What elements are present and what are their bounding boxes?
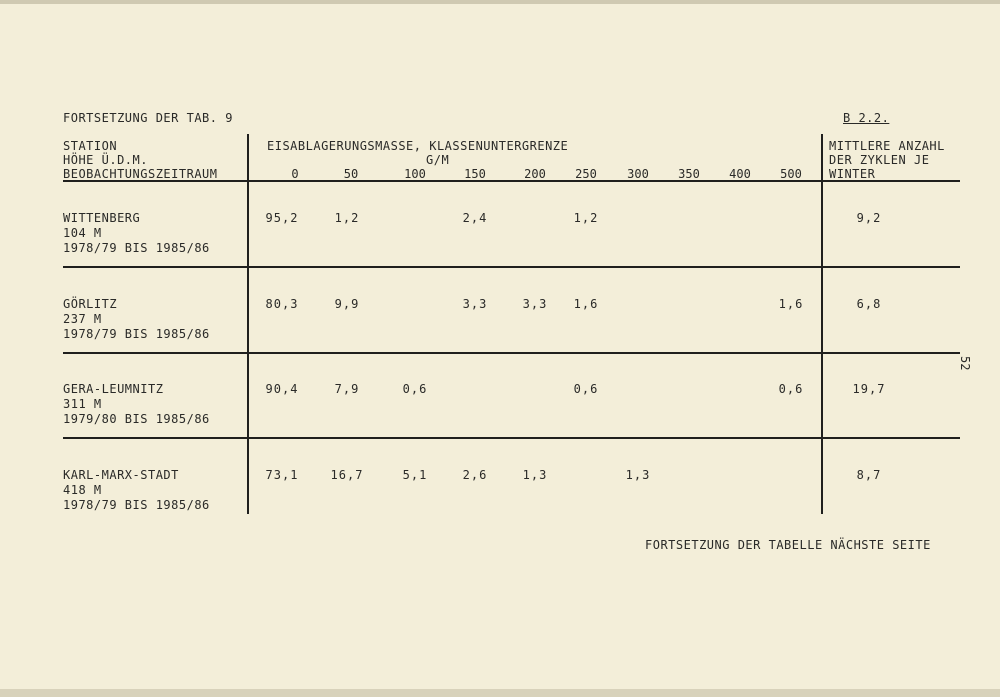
table-continuation-title: FORTSETZUNG DER TAB. 9: [63, 111, 233, 125]
cycles-cell: 6,8: [856, 297, 882, 311]
row-separator: [63, 437, 960, 439]
value-cell: 0,6: [402, 382, 428, 396]
value-cell: 16,7: [330, 468, 364, 482]
class-header: 250: [575, 167, 597, 181]
header-period: BEOBACHTUNGSZEITRAUM: [63, 167, 218, 181]
value-cell: 73,1: [265, 468, 299, 482]
value-cell: 1,2: [334, 211, 360, 225]
class-header: 0: [291, 167, 299, 181]
column-divider-cycles: [821, 134, 823, 514]
station-height: 418 M: [63, 483, 102, 497]
station-height: 104 M: [63, 226, 102, 240]
value-cell: 1,3: [522, 468, 548, 482]
value-cell: 1,2: [573, 211, 599, 225]
continuation-note: FORTSETZUNG DER TABELLE NÄCHSTE SEITE: [645, 538, 931, 552]
value-cell: 80,3: [265, 297, 299, 311]
class-header: 500: [780, 167, 802, 181]
station-period: 1978/79 BIS 1985/86: [63, 241, 210, 255]
value-cell: 1,6: [778, 297, 804, 311]
scan-edge-top: [0, 0, 1000, 4]
class-header: 200: [524, 167, 546, 181]
station-name: WITTENBERG: [63, 211, 141, 225]
value-cell: 9,9: [334, 297, 360, 311]
header-cycles-line3: WINTER: [829, 167, 876, 181]
class-header: 300: [627, 167, 649, 181]
value-cell: 2,4: [462, 211, 488, 225]
value-cell: 0,6: [778, 382, 804, 396]
value-cell: 2,6: [462, 468, 488, 482]
row-separator: [63, 352, 960, 354]
station-name: GERA-LEUMNITZ: [63, 382, 164, 396]
cycles-cell: 19,7: [852, 382, 886, 396]
header-cycles-line1: MITTLERE ANZAHL: [829, 139, 945, 153]
value-cell: 1,3: [625, 468, 651, 482]
table-id: B 2.2.: [843, 111, 890, 125]
value-cell: 3,3: [462, 297, 488, 311]
row-separator: [63, 266, 960, 268]
header-rule: [63, 180, 960, 182]
header-mass-title: EISABLAGERUNGSMASSE, KLASSENUNTERGRENZE: [267, 139, 569, 153]
value-cell: 0,6: [573, 382, 599, 396]
value-cell: 7,9: [334, 382, 360, 396]
cycles-cell: 9,2: [856, 211, 882, 225]
header-cycles-line2: DER ZYKLEN JE: [829, 153, 930, 167]
station-period: 1979/80 BIS 1985/86: [63, 412, 210, 426]
class-header: 400: [729, 167, 751, 181]
station-period: 1978/79 BIS 1985/86: [63, 327, 210, 341]
station-name: KARL-MARX-STADT: [63, 468, 179, 482]
header-mass-unit: G/M: [426, 153, 450, 167]
station-height: 311 M: [63, 397, 102, 411]
header-height: HÖHE Ü.D.M.: [63, 153, 148, 167]
class-header: 350: [678, 167, 700, 181]
value-cell: 95,2: [265, 211, 299, 225]
class-header: 100: [404, 167, 426, 181]
station-period: 1978/79 BIS 1985/86: [63, 498, 210, 512]
header-station: STATION: [63, 139, 118, 153]
station-name: GÖRLITZ: [63, 297, 118, 311]
value-cell: 90,4: [265, 382, 299, 396]
class-header: 150: [464, 167, 486, 181]
column-divider-station: [247, 134, 249, 514]
page-number: 52: [958, 356, 972, 371]
station-height: 237 M: [63, 312, 102, 326]
value-cell: 5,1: [402, 468, 428, 482]
cycles-cell: 8,7: [856, 468, 882, 482]
value-cell: 1,6: [573, 297, 599, 311]
scan-edge-bottom: [0, 689, 1000, 697]
class-header: 50: [343, 167, 359, 181]
value-cell: 3,3: [522, 297, 548, 311]
